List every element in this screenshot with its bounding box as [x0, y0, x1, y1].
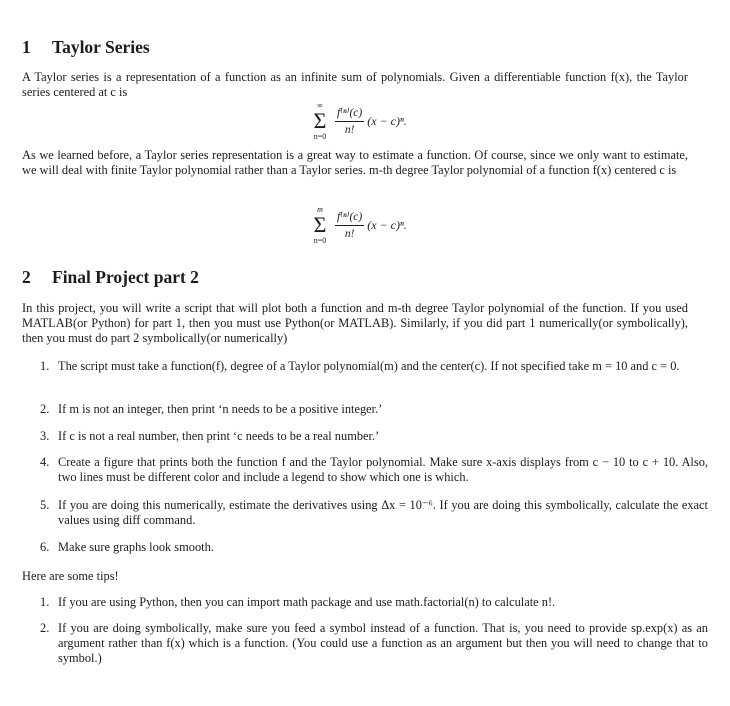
section-1-intro: A Taylor series is a representation of a function as an infinite sum of polynomials. Given a differentiable function f(x), the Taylor series centered at c is: [22, 70, 688, 99]
list-item: [40, 621, 708, 666]
list-marker: 1.: [40, 359, 50, 373]
sum-upper-limit-2: m: [317, 205, 323, 214]
sigma-icon: Σ: [313, 108, 327, 133]
fraction-denominator-2: n!: [344, 227, 355, 240]
sigma-icon: Σ: [313, 212, 327, 237]
section-2-heading: [22, 266, 199, 288]
list-marker: 6.: [40, 540, 50, 554]
section-1-heading: [22, 36, 150, 58]
sum-upper-limit: ∞: [317, 101, 323, 110]
list-marker: 1.: [40, 595, 50, 609]
section-1-paragraph-2: As we learned before, a Taylor series representation is a great way to estimate a function. Of course, since we only want to estimate, we will deal with finite Taylor polynomial rather than a Taylor series. m-th degree Taylor polynomial of a function f(x) centered c is: [22, 148, 688, 177]
list-item-text: If you are doing this numerically, estimate the derivatives using Δx = 10⁻⁶. If you are doing this symbolically, calculate the exact values using diff command.: [58, 498, 708, 527]
list-item: [40, 359, 708, 374]
list-item: [40, 595, 708, 610]
list-item: [40, 540, 708, 555]
list-marker: 2.: [40, 402, 50, 416]
list-item: [40, 498, 708, 528]
list-item-text: Create a figure that prints both the function f and the Taylor polynomial. Make sure x-axis displays from c − 10 to c + 10. Also, two lines must be different color and include a legend to show which one is which.: [58, 455, 708, 484]
list-marker: 4.: [40, 455, 50, 469]
fraction-denominator: n!: [344, 123, 355, 136]
list-marker: 2.: [40, 621, 50, 635]
sum-lower-limit: n=0: [313, 132, 327, 141]
list-item-text: If m is not an integer, then print ‘n needs to be a positive integer.’: [58, 402, 383, 416]
list-item-text: If you are using Python, then you can import math package and use math.factorial(n) to calculate n!.: [58, 595, 556, 609]
list-item: [40, 455, 708, 485]
sum-lower-limit-2: n=0: [313, 236, 327, 245]
list-item-text: If you are doing symbolically, make sure you feed a symbol instead of a function. That is, you need to provide sp.exp(x) as an argument rather than f(x) which is a function. (You could use a function as an argument but then you will need to change that to symbol.): [58, 621, 708, 665]
section-2-number: 2: [22, 267, 31, 287]
fraction-numerator-2: f⁽ⁿ⁾(c): [335, 210, 364, 226]
list-marker: 3.: [40, 429, 50, 443]
formula-tail-2: (x − c)ⁿ.: [367, 217, 407, 232]
taylor-polynomial-formula: [309, 205, 407, 245]
section-1-title: Taylor Series: [52, 37, 150, 57]
section-2-intro: In this project, you will write a script that will plot both a function and m-th degree Taylor polynomial of the function. If you used MATLAB(or Python) for part 1, then you must use Python(or MATLAB). Similarly, if you did part 1 numerically(or symbolically), then you must do part 2 symbolically(or numerically): [22, 301, 688, 345]
list-marker: 5.: [40, 498, 50, 512]
fraction: [335, 106, 364, 137]
formula-tail: (x − c)ⁿ.: [367, 113, 407, 128]
list-item: [40, 402, 708, 417]
list-item-text: The script must take a function(f), degree of a Taylor polynomial(m) and the center(c). If not specified take m = 10 and c = 0.: [58, 359, 680, 373]
summation-symbol: [309, 101, 331, 141]
fraction-2: [335, 210, 364, 241]
taylor-series-formula: [309, 101, 407, 141]
section-2-title: Final Project part 2: [52, 267, 199, 287]
list-item-text: Make sure graphs look smooth.: [58, 540, 214, 554]
section-1-number: 1: [22, 37, 31, 57]
tips-heading: Here are some tips!: [22, 569, 119, 583]
fraction-numerator: f⁽ⁿ⁾(c): [335, 106, 364, 122]
list-item-text: If c is not a real number, then print ‘c needs to be a real number.’: [58, 429, 380, 443]
summation-symbol-2: [309, 205, 331, 245]
list-item: [40, 429, 708, 444]
